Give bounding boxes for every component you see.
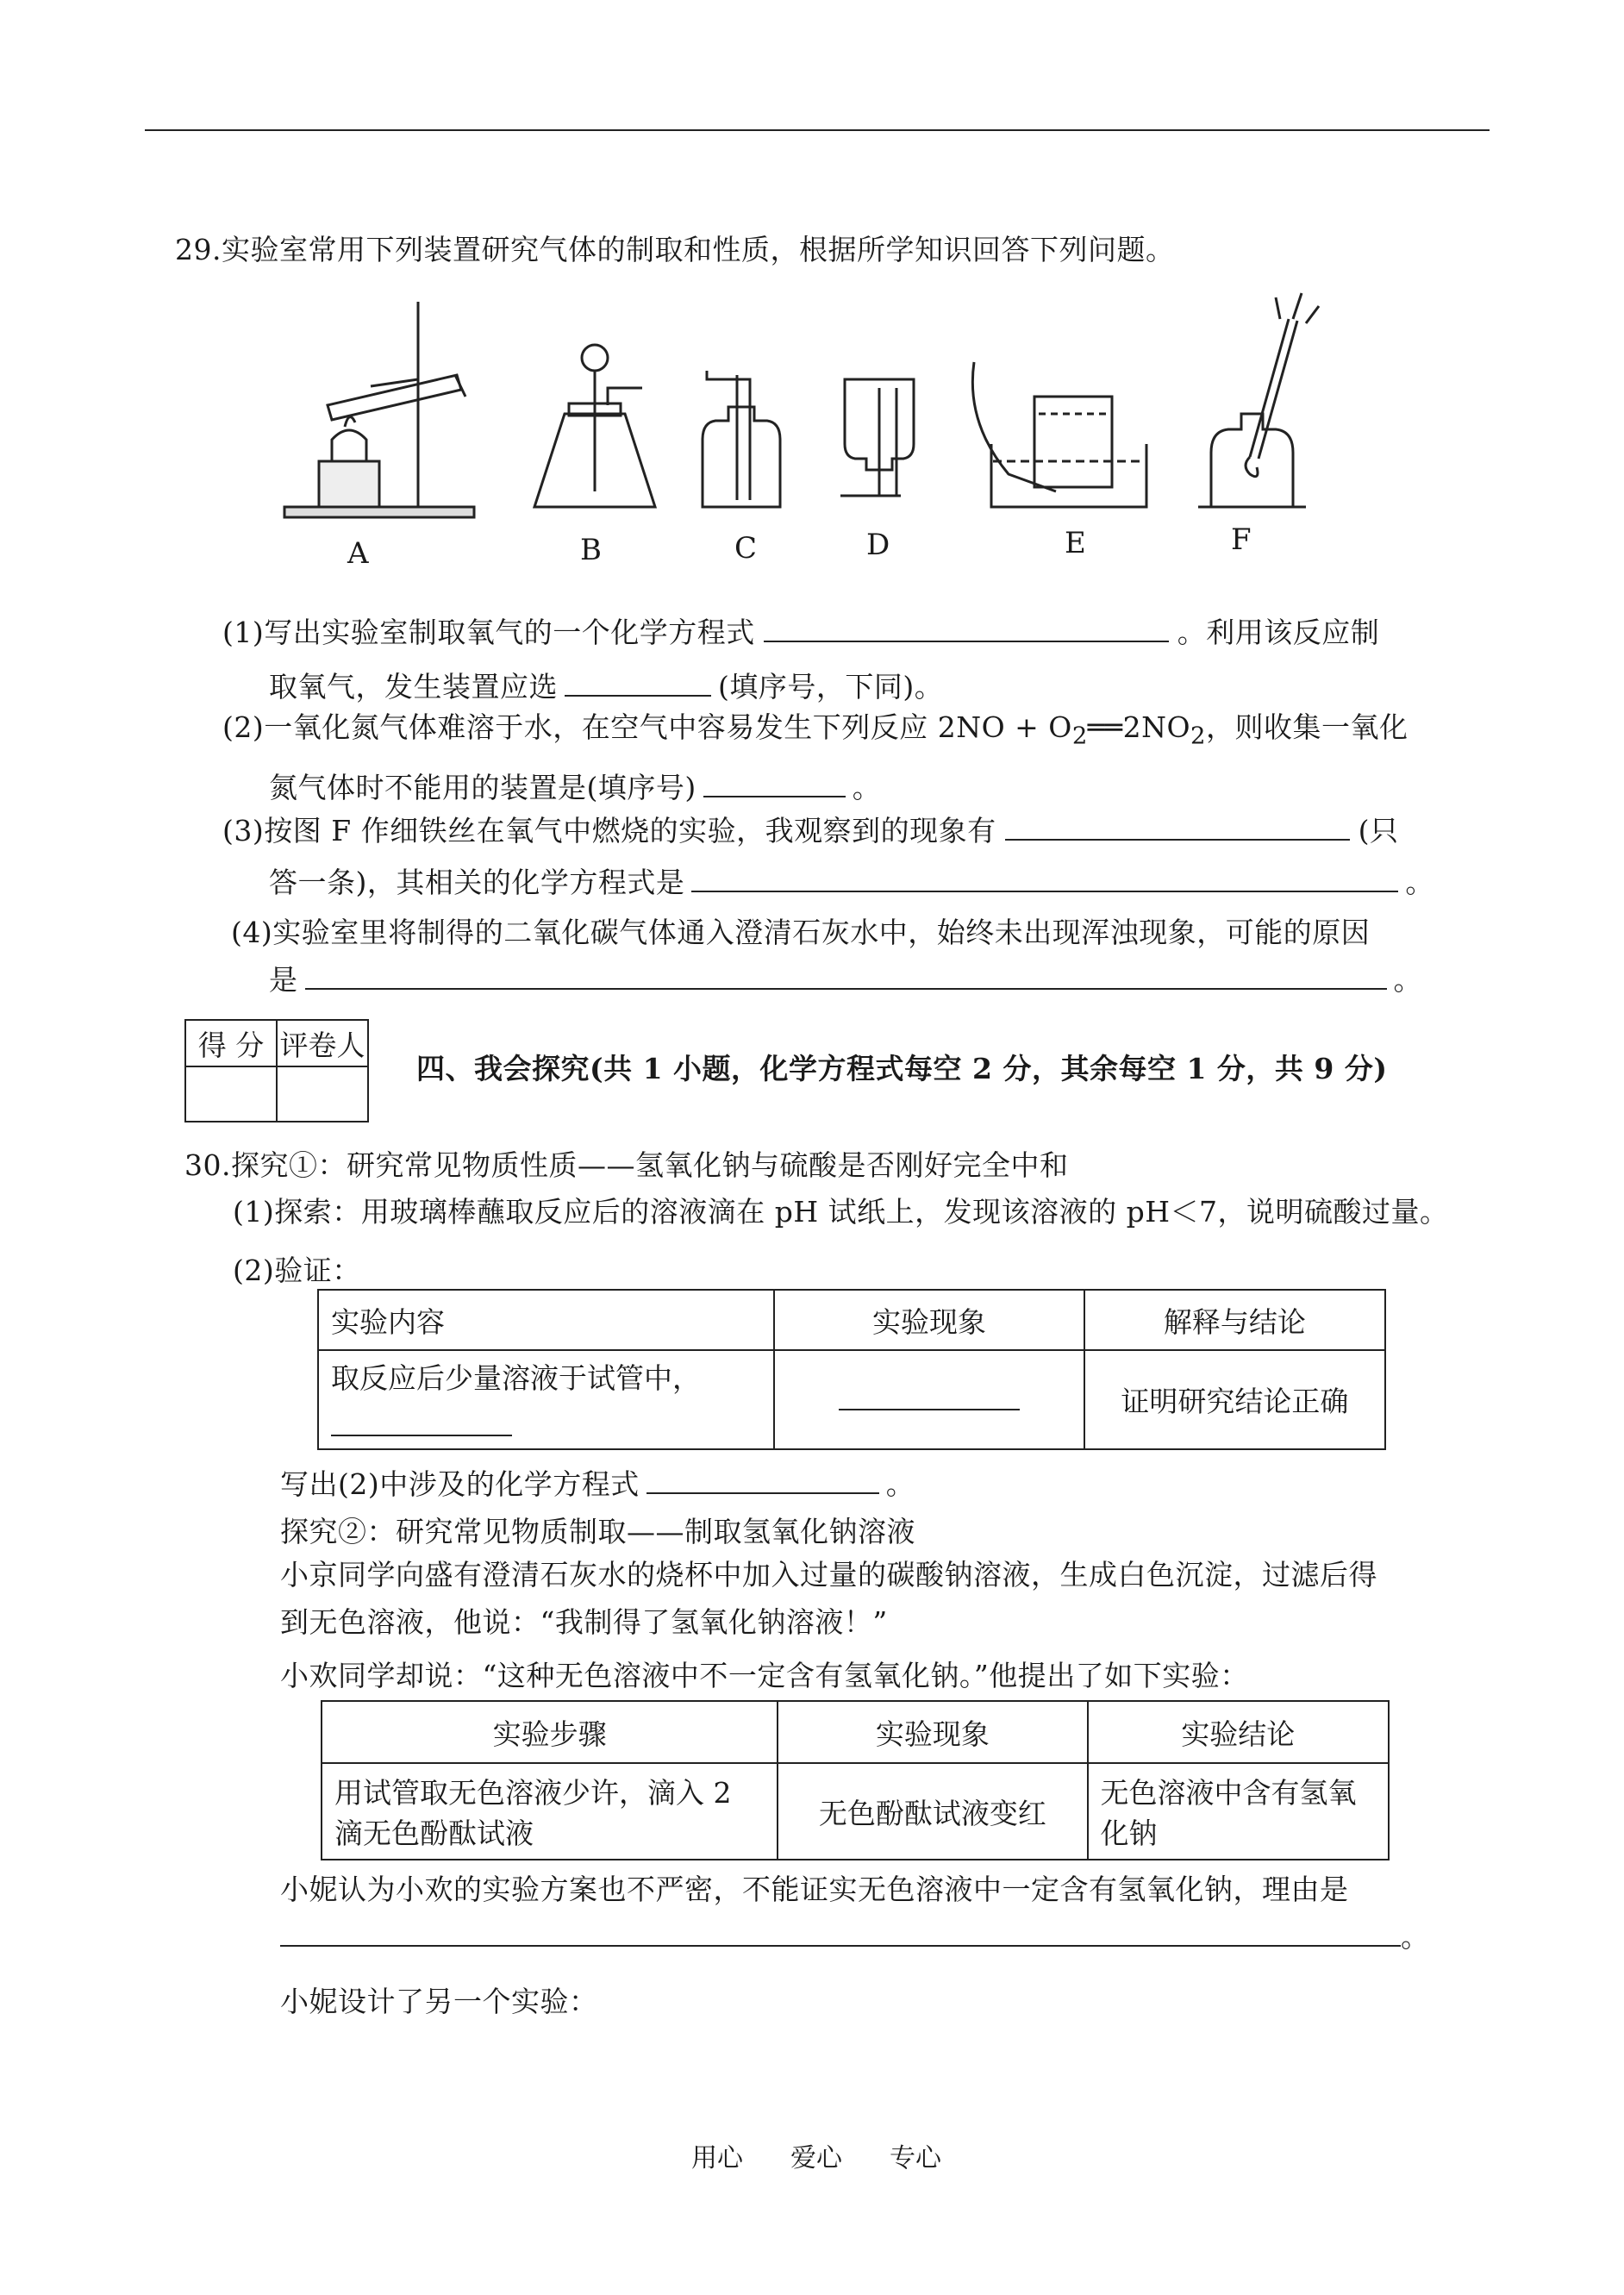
grader-cell[interactable]: [277, 1066, 368, 1122]
q29-part2-line1: (2)一氧化氮气体难溶于水，在空气中容易发生下列反应 $2NO + O_2══2NO_2$，则收集一氧化: [222, 710, 1409, 750]
footer-text-b: 爱心: [790, 2143, 842, 2173]
xiaoni-answer-line: 。: [280, 1918, 1430, 1956]
answer-blank-reason-2[interactable]: [280, 1919, 1401, 1947]
verify-header-phenomenon: 实验现象: [774, 1290, 1084, 1350]
apparatus-label-e: E: [1065, 526, 1086, 560]
exp-cell-phenomenon: 无色酚酞试液变红: [778, 1763, 1087, 1860]
answer-blank-equation-3[interactable]: [646, 1466, 879, 1494]
q29-part4-line2: 是 。: [269, 963, 1422, 997]
score-label: 得 分: [185, 1020, 277, 1066]
footer-text-a: 用心: [691, 2143, 743, 2173]
q29-part2-line2: 氮气体时不能用的装置是(填序号) 。: [269, 771, 882, 804]
verify-header-conclusion: 解释与结论: [1084, 1290, 1385, 1350]
apparatus-label-b: B: [580, 533, 602, 567]
footer-text-c: 专心: [890, 2143, 941, 2173]
water-trough-icon: [972, 362, 1146, 507]
answer-blank-verify-step[interactable]: [331, 1409, 512, 1436]
verify-cell-phenomenon: [774, 1350, 1084, 1449]
score-cell[interactable]: [185, 1066, 277, 1122]
gas-bottle-downward-icon: [840, 379, 914, 496]
xiaoni-line1: 小妮认为小欢的实验方案也不严密，不能证实无色溶液中一定含有氢氧化钠，理由是: [280, 1873, 1349, 1906]
answer-blank-reason-1[interactable]: [305, 962, 1387, 990]
exp-cell-conclusion: 无色溶液中含有氢氧 化钠: [1088, 1763, 1389, 1860]
exp-cell-step: 用试管取无色溶液少许，滴入 2 滴无色酚酞试液: [322, 1763, 778, 1860]
xiaojing-line1: 小京同学向盛有澄清石灰水的烧杯中加入过量的碳酸钠溶液，生成白色沉淀，过滤后得: [280, 1558, 1377, 1591]
answer-blank-verify-phenomenon[interactable]: [839, 1383, 1020, 1410]
exp-header-step: 实验步骤: [322, 1701, 778, 1763]
iron-wire-burning-icon: [1198, 293, 1319, 507]
verify-cell-conclusion: 证明研究结论正确: [1084, 1350, 1385, 1449]
answer-blank-equation-2[interactable]: [691, 865, 1398, 892]
answer-blank-collect[interactable]: [703, 770, 846, 797]
apparatus-label-c: C: [734, 531, 758, 566]
experiment-table: [321, 1700, 1390, 1860]
exp-header-phenomenon: 实验现象: [778, 1701, 1087, 1763]
xiaojing-line2: 到无色溶液，他说：“我制得了氢氧化钠溶液！”: [280, 1605, 888, 1639]
conical-flask-funnel-icon: [534, 345, 655, 507]
grader-label: 评卷人: [277, 1020, 368, 1066]
apparatus-figure: [259, 285, 1362, 569]
q29-part3-line2: 答一条)，其相关的化学方程式是 。: [269, 866, 1434, 899]
answer-blank-phenomenon[interactable]: [1005, 813, 1350, 841]
q30-explore: (1)探索：用玻璃棒蘸取反应后的溶液滴在 pH 试纸上，发现该溶液的 pH＜7，说明硫酸过量。: [233, 1195, 1449, 1229]
answer-blank-device[interactable]: [565, 669, 711, 697]
apparatus-label-f: F: [1231, 522, 1252, 557]
apparatus-label-a: A: [347, 536, 369, 571]
header-rule: [145, 129, 1490, 131]
exp-header-conclusion: 实验结论: [1088, 1701, 1389, 1763]
verify-table: [317, 1289, 1386, 1450]
gas-bottle-upward-icon: [703, 371, 780, 507]
verify-header-content: 实验内容: [318, 1290, 774, 1350]
q29-part1-line2: 取氧气，发生装置应选 (填序号，下同)。: [269, 670, 944, 704]
q29-part1-line1: (1)写出实验室制取氧气的一个化学方程式 。利用该反应制: [222, 616, 1380, 649]
score-box: [184, 1019, 369, 1122]
answer-blank-equation-1[interactable]: [764, 615, 1169, 642]
q29-part4-line1: (4)实验室里将制得的二氧化碳气体通入澄清石灰水中，始终未出现浑浊现象，可能的原因: [231, 916, 1371, 949]
q30-verify: (2)验证：: [233, 1254, 361, 1287]
verify-cell-content: 取反应后少量溶液于试管中，: [318, 1350, 774, 1449]
section4-heading: 四、我会探究(共 1 小题，化学方程式每空 2 分，其余每空 1 分，共 9 分): [416, 1052, 1388, 1085]
q30-title: 30.探究①：研究常见物质性质——氢氧化钠与硫酸是否刚好完全中和: [184, 1148, 1069, 1182]
q29-part3-line1: (3)按图 F 作细铁丝在氧气中燃烧的实验，我观察到的现象有 (只: [222, 814, 1399, 847]
test-tube-heating-icon: [284, 302, 474, 517]
xiaohuan-line: 小欢同学却说：“这种无色溶液中不一定含有氢氧化钠。”他提出了如下实验：: [280, 1659, 1249, 1692]
apparatus-label-d: D: [866, 528, 890, 562]
explore2-title: 探究②：研究常见物质制取——制取氢氧化钠溶液: [280, 1515, 915, 1548]
write-equation-line: 写出(2)中涉及的化学方程式 。: [280, 1467, 915, 1501]
xiaoni-line2: 小妮设计了另一个实验：: [280, 1985, 598, 2018]
q29-title: 29.实验室常用下列装置研究气体的制取和性质，根据所学知识回答下列问题。: [175, 233, 1175, 266]
